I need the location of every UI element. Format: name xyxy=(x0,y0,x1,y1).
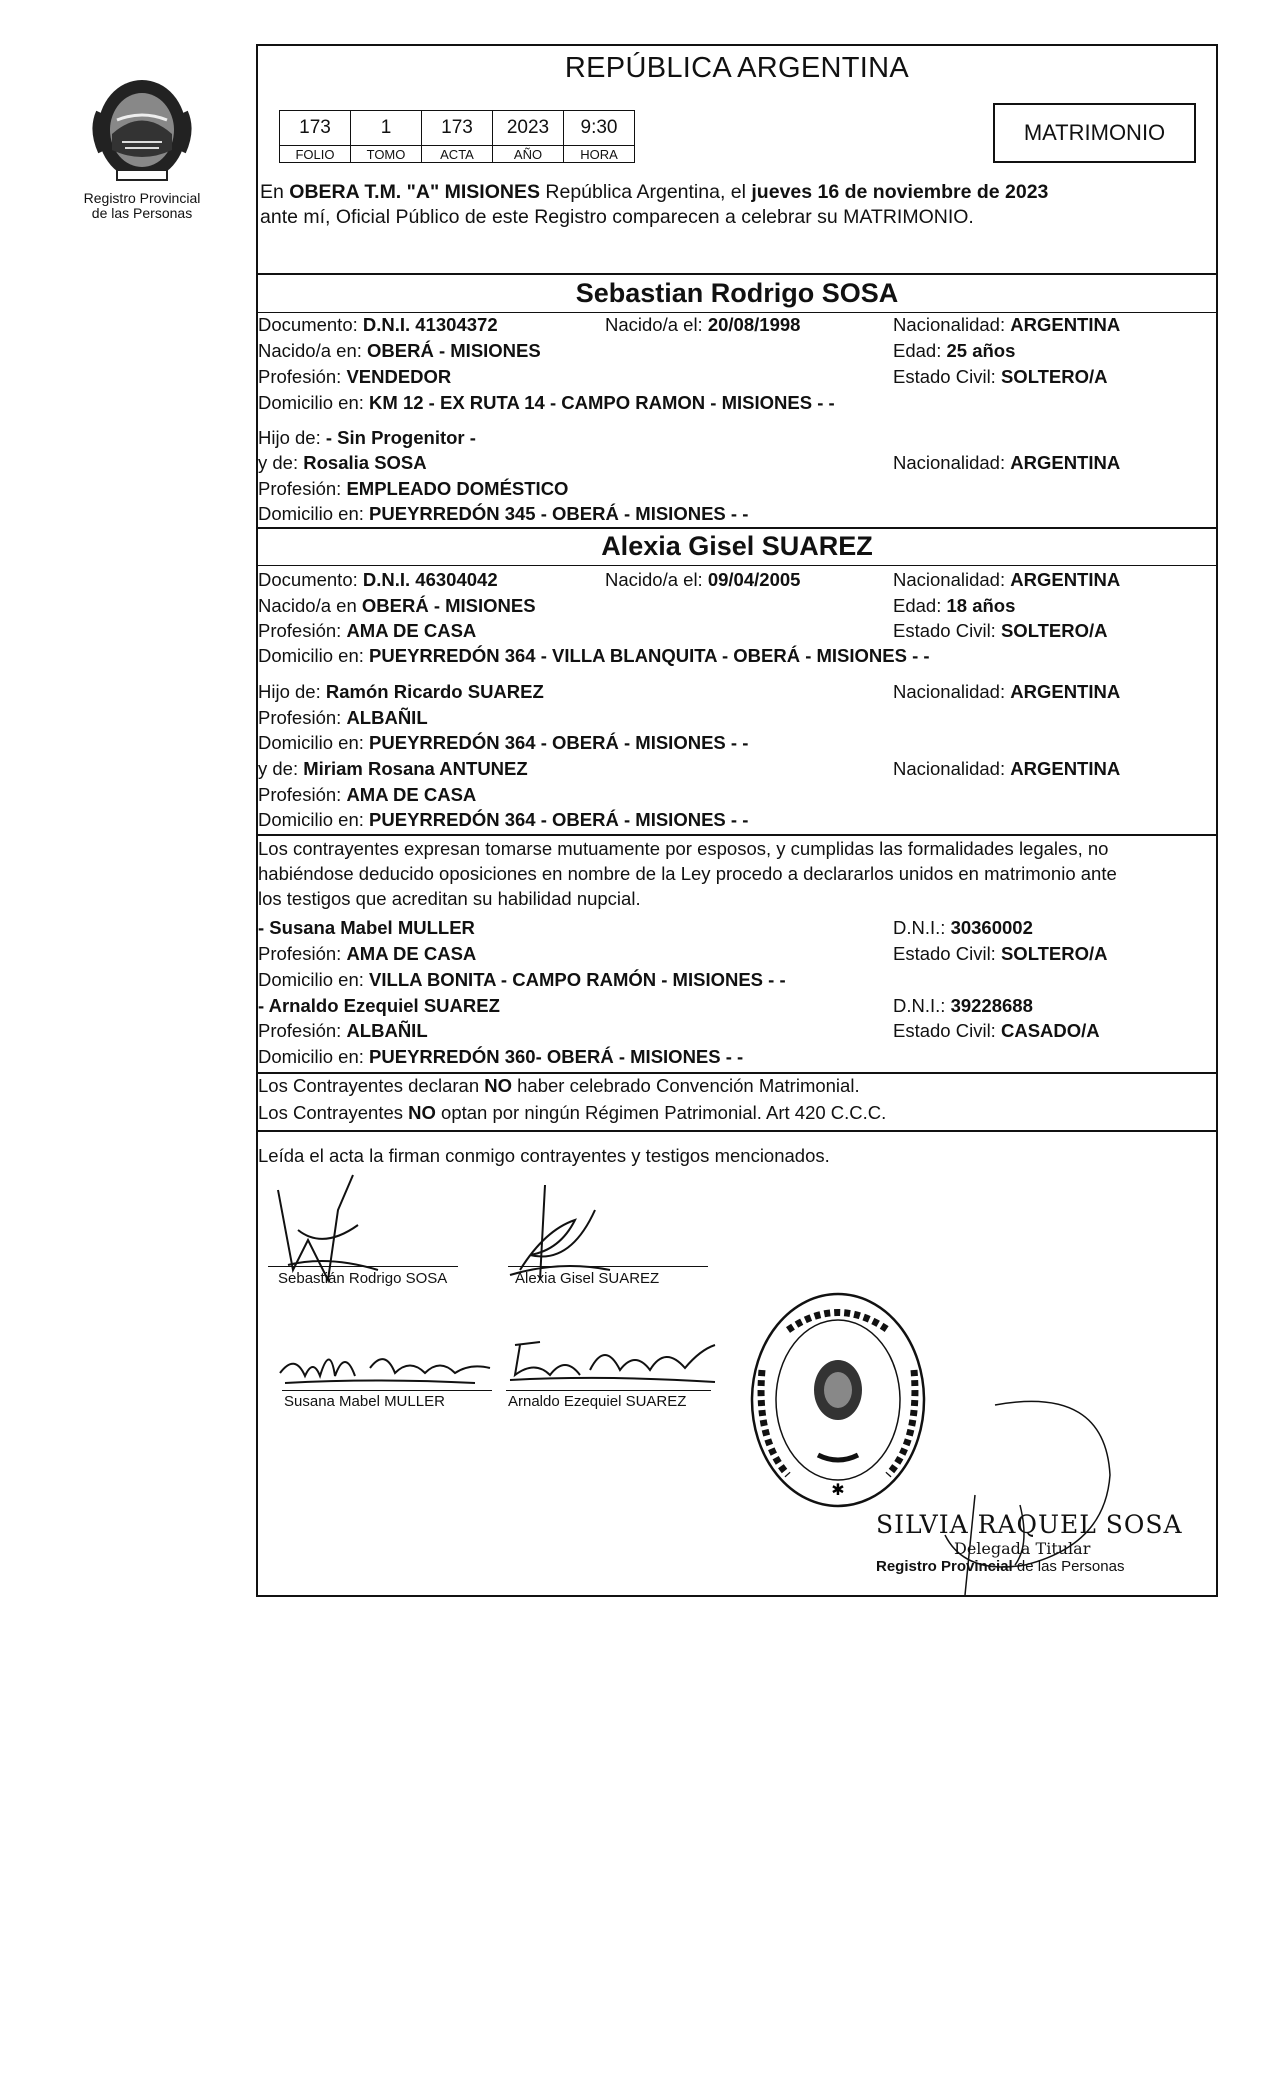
signature-line xyxy=(268,1266,458,1267)
spouse1-prof-value: VENDEDOR xyxy=(346,366,452,387)
witness2-profession xyxy=(258,1020,428,1042)
spouse2-doc xyxy=(258,569,498,591)
spouse1-address xyxy=(258,392,835,414)
spouse2-parent2-addr-label: Domicilio en: xyxy=(258,809,364,830)
spouse2-age xyxy=(893,595,1015,617)
spouse2-nat-value: ARGENTINA xyxy=(1010,569,1121,590)
intro-line2: ante mí, Oficial Público de este Registro comparecen a celebrar su MATRIMONIO. xyxy=(260,206,974,228)
svg-text:✱: ✱ xyxy=(831,1482,845,1499)
declaration-paragraph xyxy=(258,836,1216,911)
witness2-dni xyxy=(893,995,1033,1017)
year-value: 2023 xyxy=(493,111,564,146)
divider xyxy=(256,527,1218,529)
spouse2-born-value: 09/04/2005 xyxy=(707,569,801,590)
spouse2-profession xyxy=(258,620,476,642)
spouse1-parent2-prof-label: Profesión: xyxy=(258,478,342,499)
tomo-label: TOMO xyxy=(351,146,422,163)
witness2-name xyxy=(258,995,500,1017)
spouse1-doc-value: D.N.I. 41304372 xyxy=(362,314,498,335)
logo-caption xyxy=(72,191,212,221)
province-emblem-icon xyxy=(87,72,197,187)
spouse2-parent2 xyxy=(258,758,528,780)
signature-label-spouse2: Alexia Gisel SUAREZ xyxy=(515,1270,660,1287)
regime-line2 xyxy=(258,1102,886,1124)
spouse2-parent1-prof-label: Profesión: xyxy=(258,707,342,728)
spouse1-born-value: 20/08/1998 xyxy=(707,314,801,335)
closing-statement: Leída el acta la firman conmigo contrayentes y testigos mencionados. xyxy=(258,1145,830,1166)
spouse2-parent1-address xyxy=(258,732,748,754)
witness1-name-value: - Susana Mabel MULLER xyxy=(258,917,475,938)
spouse2-address-label: Domicilio en: xyxy=(258,645,364,666)
intro-country: República Argentina, el xyxy=(545,181,746,203)
witness2-address xyxy=(258,1046,743,1068)
divider xyxy=(256,312,1218,313)
spouse1-parent2-nat xyxy=(893,452,1120,474)
registry-table xyxy=(279,110,635,163)
spouse1-prof-label: Profesión: xyxy=(258,366,342,387)
spouse1-nat xyxy=(893,314,1120,336)
official-signer xyxy=(876,1510,1183,1575)
divider xyxy=(256,273,1218,275)
spouse2-birthplace-label: Nacido/a en xyxy=(258,595,357,616)
signer-office xyxy=(876,1558,1183,1575)
logo-caption-line1: Registro Provincial xyxy=(83,190,201,206)
signature-line xyxy=(508,1266,708,1267)
spouse1-nat-label: Nacionalidad: xyxy=(893,314,1006,335)
spouse1-address-value: KM 12 - EX RUTA 14 - CAMPO RAMON - MISIONES - - xyxy=(369,392,835,413)
witness1-dni-label: D.N.I.: xyxy=(893,917,946,938)
spouse2-parent2-profession xyxy=(258,784,476,806)
spouse1-birthplace-value: OBERÁ - MISIONES xyxy=(367,340,541,361)
spouse1-civil xyxy=(893,366,1108,388)
regime-line2-no: NO xyxy=(408,1102,436,1123)
spouse2-age-value: 18 años xyxy=(946,595,1016,616)
spouse2-parent2-nat xyxy=(893,758,1120,780)
spouse2-parent1-addr-label: Domicilio en: xyxy=(258,732,364,753)
intro-paragraph xyxy=(260,180,1218,230)
witness2-name-value: - Arnaldo Ezequiel SUAREZ xyxy=(258,995,500,1016)
hour-label: HORA xyxy=(564,146,635,163)
spouse1-parent2-prof-value: EMPLEADO DOMÉSTICO xyxy=(346,478,569,499)
spouse2-birthplace-value: OBERÁ - MISIONES xyxy=(361,595,536,616)
signer-title: Delegada Titular xyxy=(954,1539,1091,1558)
spouse2-birthplace xyxy=(258,595,536,617)
spouse2-parent1-nat-value: ARGENTINA xyxy=(1010,681,1121,702)
spouse1-doc-label: Documento: xyxy=(258,314,358,335)
spouse1-name: Sebastian Rodrigo SOSA xyxy=(575,278,899,308)
spouse1-parent2-value: Rosalia SOSA xyxy=(303,452,427,473)
spouse1-address-label: Domicilio en: xyxy=(258,392,364,413)
spouse1-parent1-label: Hijo de: xyxy=(258,427,321,448)
spouse2-parent2-address xyxy=(258,809,748,831)
witness1-name xyxy=(258,917,475,939)
witness1-address-value: VILLA BONITA - CAMPO RAMÓN - MISIONES - - xyxy=(369,969,786,990)
signature-witness1 xyxy=(275,1338,495,1393)
witness1-civil-value: SOLTERO/A xyxy=(1000,943,1108,964)
witness1-dni xyxy=(893,917,1033,939)
spouse2-parent2-nat-label: Nacionalidad: xyxy=(893,758,1006,779)
witness1-address-label: Domicilio en: xyxy=(258,969,364,990)
witness2-dni-label: D.N.I.: xyxy=(893,995,946,1016)
spouse2-parent1-addr-value: PUEYRREDÓN 364 - OBERÁ - MISIONES - - xyxy=(369,732,749,753)
signature-witness2 xyxy=(505,1330,720,1390)
hour-value: 9:30 xyxy=(564,111,635,146)
witness1-prof-value: AMA DE CASA xyxy=(346,943,477,964)
spouse1-birthplace-label: Nacido/a en: xyxy=(258,340,362,361)
spouse1-parent2-profession xyxy=(258,478,568,500)
spouse1-age-label: Edad: xyxy=(893,340,942,361)
witness1-prof-label: Profesión: xyxy=(258,943,342,964)
act-type-box: MATRIMONIO xyxy=(993,103,1196,163)
regime-line2-rest: optan por ningún Régimen Patrimonial. Art 420 C.C.C. xyxy=(441,1102,887,1123)
spouse2-civil xyxy=(893,620,1108,642)
spouse2-civil-value: SOLTERO/A xyxy=(1000,620,1108,641)
declaration-line3: los testigos que acreditan su habilidad nupcial. xyxy=(258,888,641,909)
spouse2-born xyxy=(605,569,800,591)
witness1-profession xyxy=(258,943,476,965)
signature-line xyxy=(506,1390,711,1391)
spouse2-doc-label: Documento: xyxy=(258,569,358,590)
signature-line xyxy=(282,1390,492,1391)
spouse1-parent2-nat-label: Nacionalidad: xyxy=(893,452,1006,473)
witness1-civil xyxy=(893,943,1108,965)
spouse2-prof-label: Profesión: xyxy=(258,620,342,641)
spouse2-parent2-label: y de: xyxy=(258,758,299,779)
registry-logo xyxy=(72,72,212,221)
spouse2-parent1-prof-value: ALBAÑIL xyxy=(346,707,428,728)
witness2-prof-value: ALBAÑIL xyxy=(346,1020,428,1041)
official-seal-icon xyxy=(748,1290,928,1510)
spouse1-parent2-addr-label: Domicilio en: xyxy=(258,503,364,524)
spouse2-name: Alexia Gisel SUAREZ xyxy=(601,531,873,561)
spouse1-parent2-nat-value: ARGENTINA xyxy=(1010,452,1121,473)
declaration-line2: habiéndose deducido oposiciones en nombre de la Ley procedo a declararlos unidos en matrimonio ante xyxy=(258,863,1117,884)
spouse1-parent2-addr-value: PUEYRREDÓN 345 - OBERÁ - MISIONES - - xyxy=(369,503,749,524)
spouse2-parent2-value: Miriam Rosana ANTUNEZ xyxy=(303,758,528,779)
intro-en: En xyxy=(260,181,284,203)
tomo-value: 1 xyxy=(351,111,422,146)
divider xyxy=(256,1072,1218,1074)
spouse2-parent2-prof-value: AMA DE CASA xyxy=(346,784,477,805)
page-title: REPÚBLICA ARGENTINA xyxy=(564,52,910,84)
spouse2-parent2-nat-value: ARGENTINA xyxy=(1010,758,1121,779)
regime-line2-text: Los Contrayentes xyxy=(258,1102,404,1123)
spouse2-nat xyxy=(893,569,1120,591)
spouse2-parent1-value: Ramón Ricardo SUAREZ xyxy=(325,681,544,702)
declaration-line1: Los contrayentes expresan tomarse mutuamente por esposos, y cumplidas las formalidades legales, no xyxy=(258,838,1109,859)
divider xyxy=(256,565,1218,566)
witness2-address-value: PUEYRREDÓN 360- OBERÁ - MISIONES - - xyxy=(369,1046,744,1067)
spouse2-parent1-label: Hijo de: xyxy=(258,681,321,702)
spouse1-parent2-label: y de: xyxy=(258,452,299,473)
acta-value: 173 xyxy=(422,111,493,146)
divider xyxy=(256,1130,1218,1132)
spouse2-parent2-prof-label: Profesión: xyxy=(258,784,342,805)
spouse1-age-value: 25 años xyxy=(946,340,1016,361)
intro-date: jueves 16 de noviembre de 2023 xyxy=(751,181,1049,203)
spouse1-nat-value: ARGENTINA xyxy=(1010,314,1121,335)
spouse2-parent1-nat xyxy=(893,681,1120,703)
witness1-civil-label: Estado Civil: xyxy=(893,943,996,964)
spouse2-born-label: Nacido/a el: xyxy=(605,569,703,590)
signer-name: SILVIA RAQUEL SOSA xyxy=(876,1510,1183,1539)
spouse2-age-label: Edad: xyxy=(893,595,942,616)
folio-label: FOLIO xyxy=(280,146,351,163)
spouse2-parent2-addr-value: PUEYRREDÓN 364 - OBERÁ - MISIONES - - xyxy=(369,809,749,830)
spouse2-civil-label: Estado Civil: xyxy=(893,620,996,641)
witness1-dni-value: 30360002 xyxy=(950,917,1033,938)
signer-office-a: Registro Provincial xyxy=(876,1558,1013,1575)
regime-line1-rest: haber celebrado Convención Matrimonial. xyxy=(517,1075,860,1096)
witness1-address xyxy=(258,969,786,991)
spouse1-doc xyxy=(258,314,498,336)
signature-label-witness1: Susana Mabel MULLER xyxy=(284,1393,445,1410)
witness2-address-label: Domicilio en: xyxy=(258,1046,364,1067)
spouse1-parent1 xyxy=(258,427,476,449)
spouse2-parent1-nat-label: Nacionalidad: xyxy=(893,681,1006,702)
witness2-dni-value: 39228688 xyxy=(950,995,1033,1016)
regime-line1-no: NO xyxy=(484,1075,512,1096)
spouse2-address-value: PUEYRREDÓN 364 - VILLA BLANQUITA - OBERÁ - MISIONES - - xyxy=(369,645,930,666)
signature-spouse1 xyxy=(268,1170,408,1285)
witness2-prof-label: Profesión: xyxy=(258,1020,342,1041)
spouse1-parent2-address xyxy=(258,503,748,525)
spouse1-birthplace xyxy=(258,340,541,362)
signature-label-spouse1: Sebastián Rodrigo SOSA xyxy=(278,1270,448,1287)
folio-value: 173 xyxy=(280,111,351,146)
logo-caption-line2: de las Personas xyxy=(91,205,193,221)
spouse1-profession xyxy=(258,366,451,388)
signature-label-witness2: Arnaldo Ezequiel SUAREZ xyxy=(508,1393,687,1410)
spouse1-age xyxy=(893,340,1015,362)
signer-office-b: de las Personas xyxy=(1016,1558,1125,1575)
spouse2-parent1-profession xyxy=(258,707,428,729)
spouse2-prof-value: AMA DE CASA xyxy=(346,620,477,641)
spouse1-parent2 xyxy=(258,452,427,474)
regime-line1 xyxy=(258,1075,860,1097)
spouse1-civil-value: SOLTERO/A xyxy=(1000,366,1108,387)
spouse1-parent1-value: - Sin Progenitor - xyxy=(325,427,476,448)
year-label: AÑO xyxy=(493,146,564,163)
spouse1-born-label: Nacido/a el: xyxy=(605,314,703,335)
spouse2-nat-label: Nacionalidad: xyxy=(893,569,1006,590)
spouse2-address xyxy=(258,645,930,667)
spouse2-doc-value: D.N.I. 46304042 xyxy=(362,569,498,590)
witness2-civil-label: Estado Civil: xyxy=(893,1020,996,1041)
witness2-civil xyxy=(893,1020,1100,1042)
witness2-civil-value: CASADO/A xyxy=(1000,1020,1100,1041)
regime-line1-text: Los Contrayentes declaran xyxy=(258,1075,480,1096)
acta-label: ACTA xyxy=(422,146,493,163)
spouse1-born xyxy=(605,314,800,336)
spouse2-parent1 xyxy=(258,681,544,703)
intro-place: OBERA T.M. "A" MISIONES xyxy=(289,181,540,203)
spouse1-civil-label: Estado Civil: xyxy=(893,366,996,387)
